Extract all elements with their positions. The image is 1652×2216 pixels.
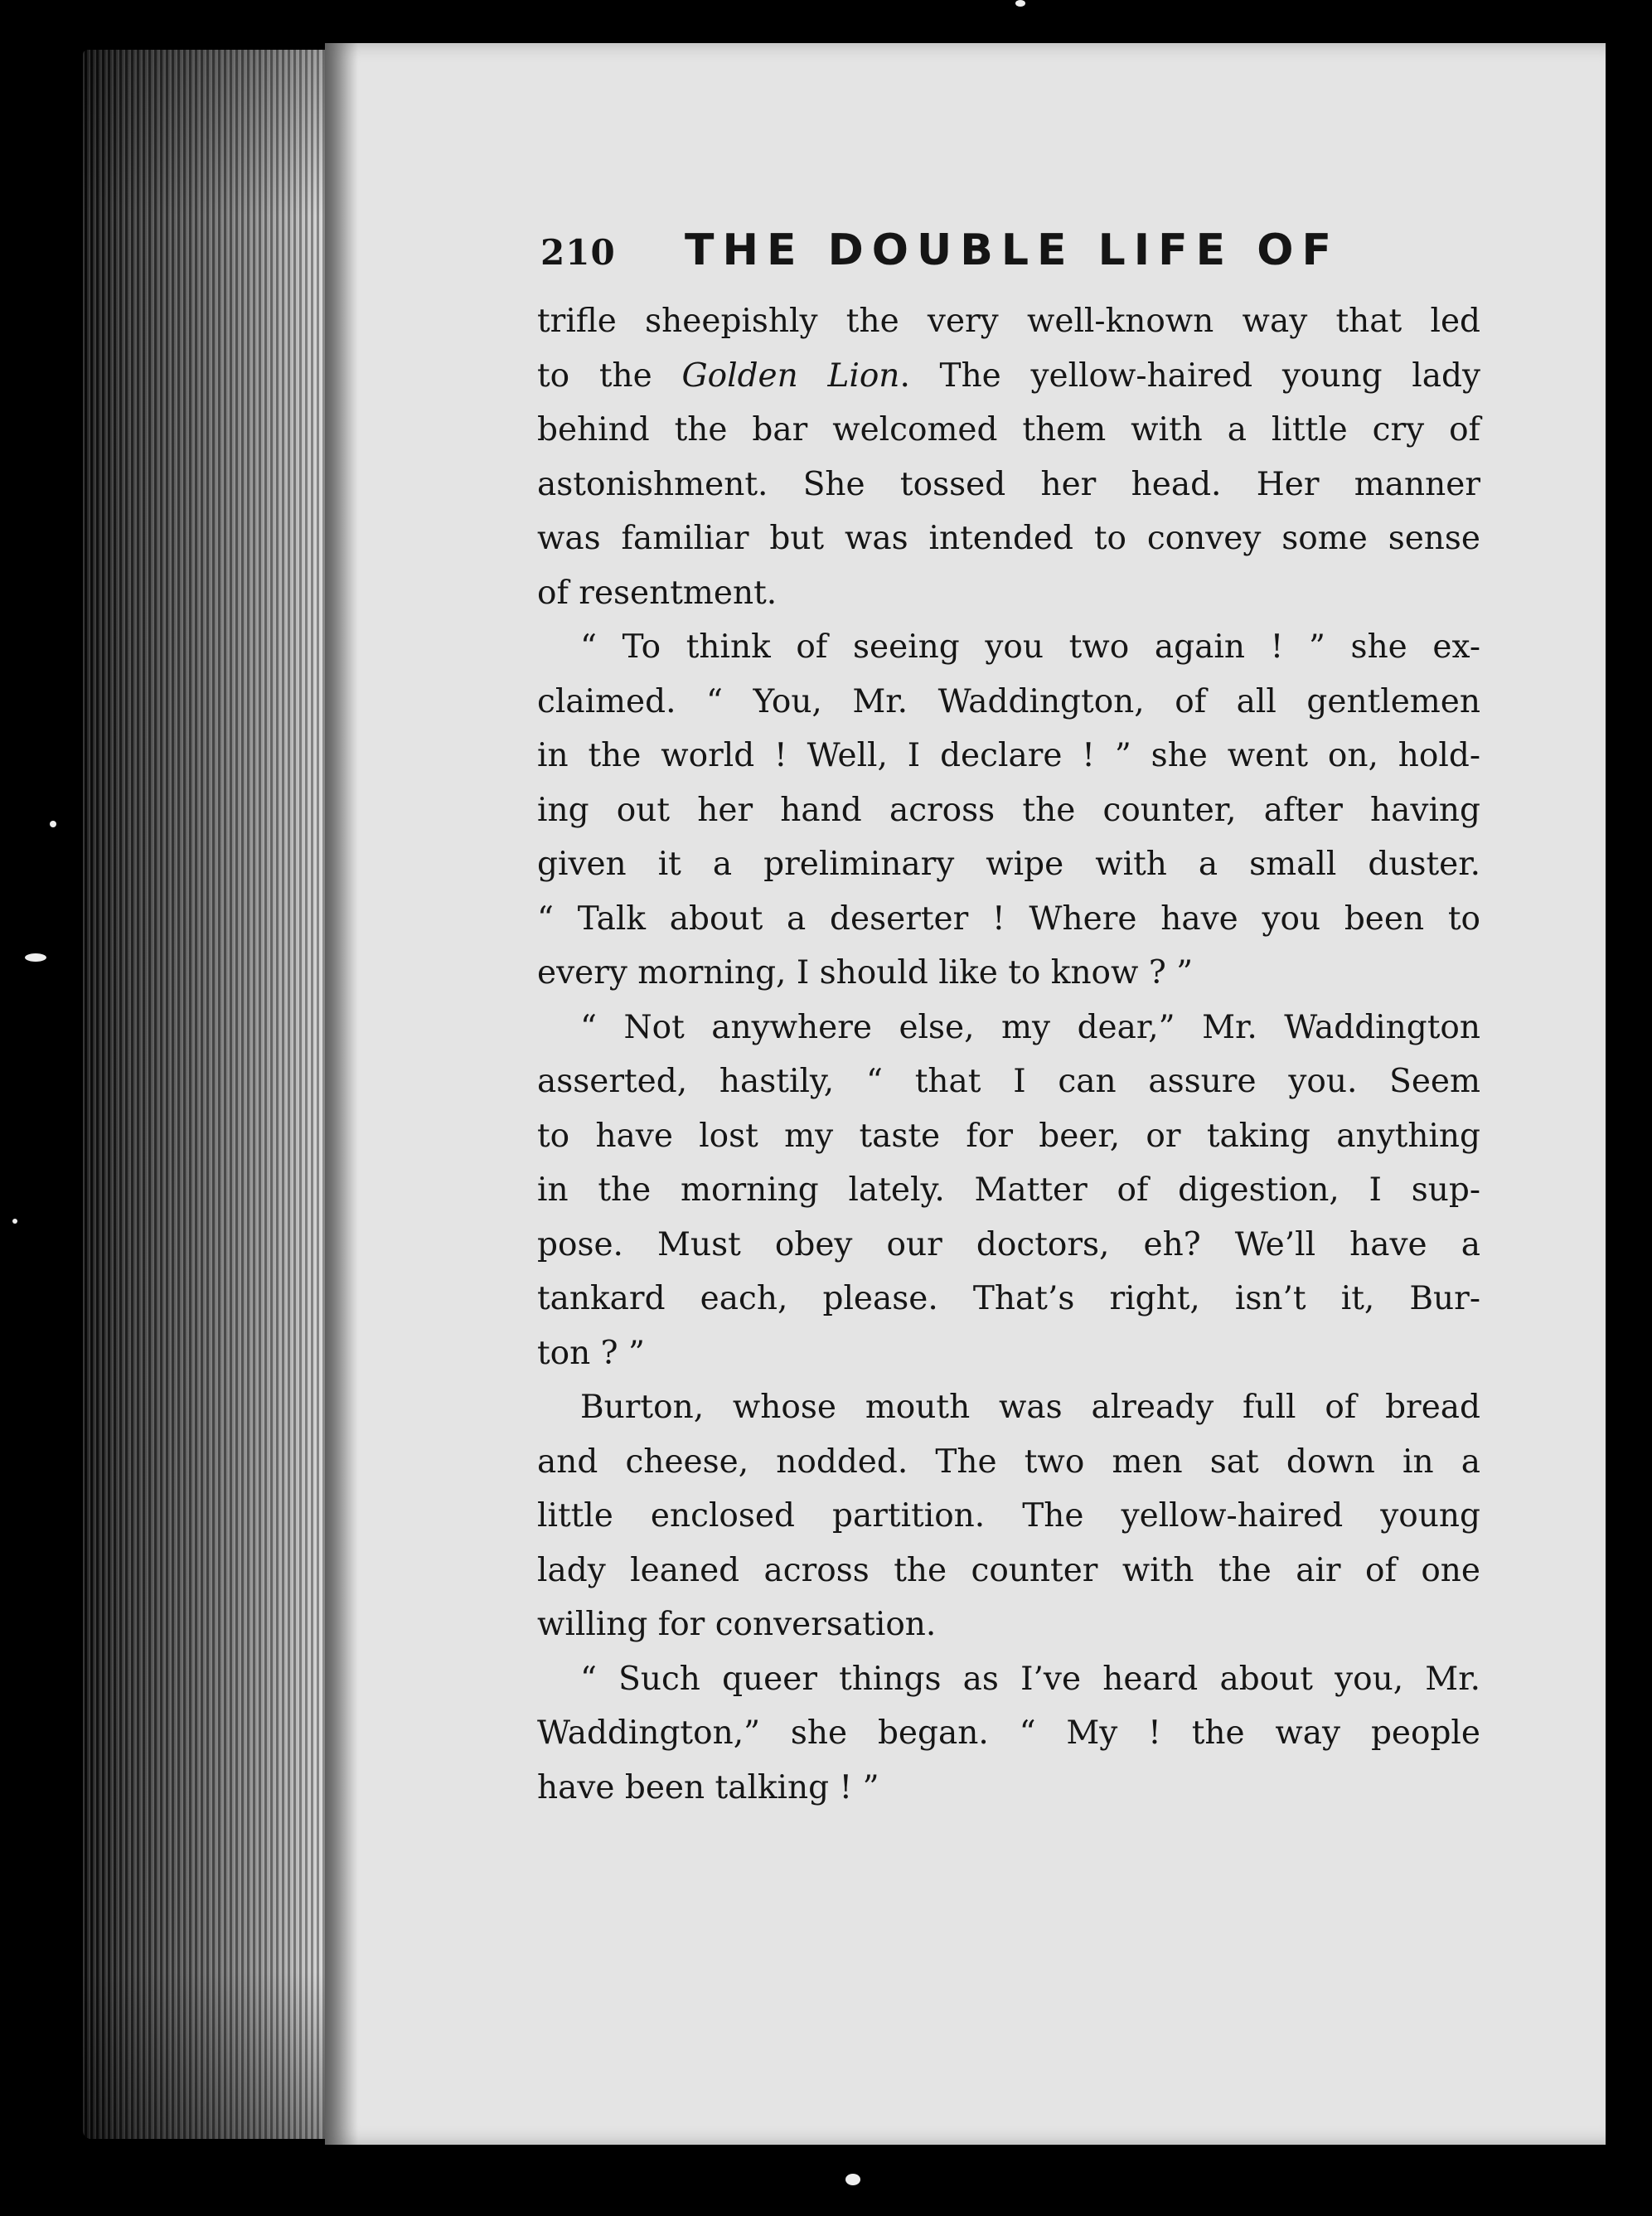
paragraph — [537, 294, 1480, 620]
gutter-shadow — [325, 43, 358, 2145]
scan-speck — [50, 821, 56, 827]
text-line: claimed. “ You, Mr. Waddington, of all gentlemen — [537, 682, 1480, 720]
text-line: asserted, hastily, “ that I can assure you. Seem — [537, 1063, 1480, 1100]
text-line: pose. Must obey our doctors, eh? We’ll have a — [537, 1225, 1480, 1263]
text-line: “ Such queer things as I’ve heard about you, Mr. — [580, 1660, 1480, 1698]
running-head-title: THE DOUBLE LIFE OF — [685, 225, 1340, 275]
text-line: ing out her hand across the counter, after having — [537, 791, 1480, 829]
text-line: willing for conversation. — [537, 1606, 937, 1643]
text-line: was familiar but was intended to convey some sense — [537, 520, 1480, 557]
body-text — [537, 294, 1480, 1815]
text-line: and cheese, nodded. The two men sat down in a — [537, 1443, 1480, 1481]
text-line: astonishment. She tossed her head. Her manner — [537, 465, 1480, 503]
text-line: trifle sheepishly the very well-known way that led — [537, 303, 1480, 340]
text-line: tankard each, please. That’s right, isn’t it, Bur- — [537, 1280, 1480, 1317]
text-line: in the morning lately. Matter of digestion, I sup- — [537, 1171, 1480, 1209]
page-edges-shadow — [83, 50, 325, 2139]
scan-speck — [1015, 0, 1025, 7]
text-line: “ To think of seeing you two again ! ” she ex- — [580, 628, 1480, 666]
text-line: “ Not anywhere else, my dear,” Mr. Waddington — [580, 1008, 1480, 1046]
text-line: have been talking ! ” — [537, 1768, 879, 1806]
text-line: every morning, I should like to know ? ” — [537, 954, 1194, 992]
paragraph — [537, 1001, 1480, 1381]
scan-speck — [845, 2174, 860, 2185]
scan-speck — [12, 1219, 17, 1224]
text-line: to the Golden Lion. The yellow-haired young lady — [537, 356, 1480, 395]
text-line: behind the bar welcomed them with a little cry of — [537, 411, 1480, 449]
text-line: “ Talk about a deserter ! Where have you been to — [537, 899, 1480, 938]
text-line: little enclosed partition. The yellow-haired young — [537, 1497, 1480, 1535]
paragraph — [537, 1380, 1480, 1652]
text-line: lady leaned across the counter with the air of one — [537, 1551, 1480, 1589]
paragraph — [537, 1652, 1480, 1816]
text-line: to have lost my taste for beer, or taking anything — [537, 1117, 1480, 1155]
page-number: 210 — [540, 232, 616, 273]
running-head — [540, 225, 1485, 284]
text-line: Waddington,” she began. “ My ! the way people — [537, 1714, 1480, 1752]
paragraph — [537, 620, 1480, 1001]
text-line: in the world ! Well, I declare ! ” she went on, hold- — [537, 737, 1480, 774]
scan-speck — [25, 953, 46, 962]
text-line: Burton, whose mouth was already full of bread — [580, 1389, 1480, 1426]
inn-name-italic: Golden Lion — [681, 356, 900, 395]
text-line: given it a preliminary wipe with a small duster. — [537, 846, 1480, 883]
text-line: ton ? ” — [537, 1334, 645, 1372]
text-line: of resentment. — [537, 574, 778, 612]
